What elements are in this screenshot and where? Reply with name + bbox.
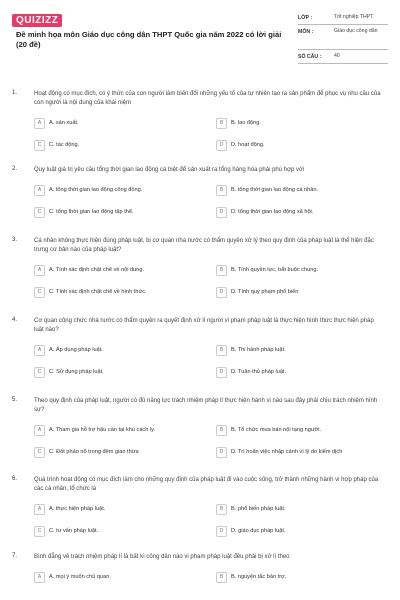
meta-row-grade bbox=[298, 11, 388, 25]
document-header bbox=[0, 0, 400, 76]
option-letter-badge: B bbox=[216, 185, 227, 196]
option-c[interactable] bbox=[34, 139, 79, 151]
option-letter-badge: C bbox=[34, 140, 45, 151]
option-text: D. Tính quy phạm phổ biến bbox=[231, 289, 299, 295]
option-letter-badge: D bbox=[216, 367, 227, 378]
option-text: D. hoạt động. bbox=[231, 142, 265, 148]
option-b[interactable] bbox=[216, 571, 286, 583]
option-letter-badge: C bbox=[34, 367, 45, 378]
logo-text: QUIZIZZ bbox=[12, 14, 62, 27]
meta-label: SỐ CÂU : bbox=[298, 54, 322, 60]
option-letter-badge: C bbox=[34, 447, 45, 458]
option-b[interactable] bbox=[216, 344, 286, 356]
meta-value: 40 bbox=[334, 53, 340, 59]
option-c[interactable] bbox=[34, 446, 139, 458]
option-letter-badge: B bbox=[216, 265, 227, 276]
option-d[interactable] bbox=[216, 139, 265, 151]
option-a[interactable] bbox=[34, 424, 155, 436]
option-text: B. Tính quyền lực, bắt buộc chung. bbox=[231, 267, 318, 273]
option-letter-badge: D bbox=[216, 287, 227, 298]
option-letter-badge: C bbox=[34, 526, 45, 537]
option-letter-badge: C bbox=[34, 207, 45, 218]
document-title: Đề minh họa môn Giáo dục công dân THPT Quốc gia năm 2022 có lời giải (20 đề) bbox=[16, 30, 282, 49]
question-text: Cá nhân không thực hiện đúng pháp luật, bị cơ quan nhà nước có thẩm quyền xử lý theo quy định của pháp luật là thể hiện đặc trưng cơ bản nào của pháp luật? bbox=[34, 238, 374, 253]
option-letter-badge: A bbox=[34, 345, 45, 356]
option-letter-badge: B bbox=[216, 572, 227, 583]
meta-label: LỚP : bbox=[298, 15, 313, 21]
option-a[interactable] bbox=[34, 571, 111, 583]
option-b[interactable] bbox=[216, 503, 285, 515]
option-a[interactable] bbox=[34, 117, 79, 129]
option-b[interactable] bbox=[216, 424, 321, 436]
option-text: D. Tuân thủ pháp luật. bbox=[231, 369, 287, 375]
option-text: A. mọi ý muốn chủ quan. bbox=[49, 574, 111, 580]
option-text: B. Thi hành pháp luật. bbox=[231, 347, 286, 353]
option-c[interactable] bbox=[34, 206, 134, 218]
option-text: D. Trì hoãn việc nhập cảnh vì lý do kiểm dịch bbox=[231, 449, 343, 455]
meta-row-subject bbox=[298, 25, 388, 50]
option-text: A. tổng thời gian lao động công đồng. bbox=[49, 187, 143, 193]
option-text: C. Đốt pháo nổ trong đêm giao thừa bbox=[49, 449, 139, 455]
question-number: 5. bbox=[12, 397, 18, 403]
option-letter-badge: A bbox=[34, 572, 45, 583]
option-text: B. phổ biến pháp luật. bbox=[231, 506, 286, 512]
option-text: C. tác động. bbox=[49, 142, 80, 148]
option-text: A. sản xuất. bbox=[49, 120, 79, 126]
option-b[interactable] bbox=[216, 184, 318, 196]
question-number: 4. bbox=[12, 317, 18, 323]
option-letter-badge: D bbox=[216, 447, 227, 458]
question-number: 2. bbox=[12, 166, 18, 172]
question-number: 3. bbox=[12, 237, 18, 243]
question-text: Cơ quan công chức nhà nước có thẩm quyền ra quyết định xử lí người vi phạm pháp luật là thực hiện hình thức thực hiện pháp luật nào? bbox=[34, 318, 374, 333]
option-letter-badge: A bbox=[34, 265, 45, 276]
option-letter-badge: D bbox=[216, 140, 227, 151]
meta-panel bbox=[298, 11, 388, 64]
option-d[interactable] bbox=[216, 206, 313, 218]
option-letter-badge: A bbox=[34, 504, 45, 515]
option-c[interactable] bbox=[34, 366, 104, 378]
option-letter-badge: A bbox=[34, 425, 45, 436]
option-d[interactable] bbox=[216, 525, 285, 537]
option-letter-badge: B bbox=[216, 425, 227, 436]
option-letter-badge: C bbox=[34, 287, 45, 298]
option-a[interactable] bbox=[34, 184, 142, 196]
option-letter-badge: D bbox=[216, 526, 227, 537]
question-text: Bình đẳng về trách nhiệm pháp lí là bất kì công dân nào vi phạm pháp luật đều phải bị xử lí theo bbox=[34, 554, 290, 560]
option-text: C. tổng thời gian lao động tập thể. bbox=[49, 209, 134, 215]
option-d[interactable] bbox=[216, 366, 286, 378]
question-text: Hoạt động có mục đích, có ý thức của con người làm biến đổi những yếu tố của tự nhiên tạo ra sản phẩm để phục vụ nhu cầu của con người là nội dung của khái niệm bbox=[34, 91, 381, 106]
quizizz-logo bbox=[12, 13, 62, 27]
option-b[interactable] bbox=[216, 264, 318, 276]
option-text: B. tổng thời gian lao động cá nhân. bbox=[231, 187, 319, 193]
option-text: C. tư vấn pháp luật. bbox=[49, 528, 99, 534]
option-d[interactable] bbox=[216, 286, 298, 298]
option-text: A. Áp dụng pháp luật. bbox=[49, 347, 103, 353]
option-letter-badge: D bbox=[216, 207, 227, 218]
option-text: B. nguyện tắc bảo trợ. bbox=[231, 574, 287, 580]
question-number: 7. bbox=[12, 553, 18, 559]
option-text: A. Tham gia hỗ trợ hậu cần tại khu cách ly. bbox=[49, 427, 156, 433]
option-a[interactable] bbox=[34, 344, 103, 356]
option-c[interactable] bbox=[34, 525, 98, 537]
meta-value: Tốt nghiệp THPT bbox=[334, 14, 374, 20]
option-a[interactable] bbox=[34, 264, 144, 276]
option-b[interactable] bbox=[216, 117, 261, 129]
question-number: 6. bbox=[12, 476, 18, 482]
meta-label: MÔN : bbox=[298, 29, 314, 35]
option-text: D. tổng thời gian lao động xã hội. bbox=[231, 209, 314, 215]
option-c[interactable] bbox=[34, 286, 147, 298]
option-letter-badge: B bbox=[216, 118, 227, 129]
option-text: B. Tổ chức mua bán nội tạng người. bbox=[231, 427, 322, 433]
question-text: Theo quy định của pháp luật, người có đủ năng lực trách nhiệm pháp lí thực hiện hành vi nào sau đây phải chịu trách nhiệm hình sự? bbox=[34, 398, 378, 413]
question-text: Quy luật giá trị yêu cầu tổng thời gian lao động cá biệt để sản xuất ra tổng hàng hóa phải phù hợp với bbox=[34, 167, 305, 173]
option-text: C. Tính xác định chặt chẽ về hình thức. bbox=[49, 289, 147, 295]
meta-value: Giáo dục công dân bbox=[334, 28, 378, 34]
option-letter-badge: A bbox=[34, 118, 45, 129]
option-text: B. lao động. bbox=[231, 120, 261, 126]
option-d[interactable] bbox=[216, 446, 342, 458]
option-letter-badge: B bbox=[216, 345, 227, 356]
option-text: D. giáo dục pháp luật. bbox=[231, 528, 286, 534]
option-letter-badge: B bbox=[216, 504, 227, 515]
option-text: C. Sử dụng pháp luật. bbox=[49, 369, 104, 375]
question-number: 1. bbox=[12, 90, 18, 96]
option-letter-badge: A bbox=[34, 185, 45, 196]
meta-row-question-count bbox=[298, 50, 388, 64]
option-text: A. Tính xác định chặt chẽ về nội dung. bbox=[49, 267, 145, 273]
question-text: Quá trình hoạt động có mục đích làm cho những quy định của pháp luật đi vào cuộc sống, trở thành những hành vi hợp pháp của các cá nhân, tổ chức là bbox=[34, 477, 379, 492]
option-a[interactable] bbox=[34, 503, 105, 515]
option-text: A. thực hiện pháp luật. bbox=[49, 506, 106, 512]
